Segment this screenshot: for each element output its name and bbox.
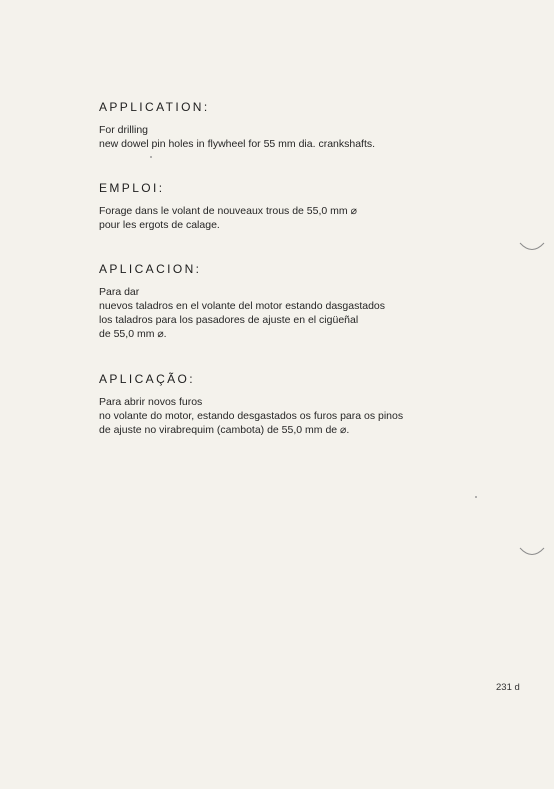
section-aplicacao-pt [99,372,519,437]
body-line: de ajuste no virabrequim (cambota) de 55,0 mm de ⌀. [99,424,350,436]
punch-hole-mark-icon [518,545,546,559]
body-line: nuevos taladros en el volante del motor estando dasgastados [99,300,386,312]
speck-mark [150,156,152,158]
section-heading: APLICAÇÃO: [99,372,196,386]
page-number: 231 d [496,682,520,693]
section-emploi-fr [99,181,519,232]
section-heading: APLICACION: [99,262,202,276]
body-line: For drilling [99,124,149,136]
body-line: Para abrir novos furos [99,396,203,408]
section-heading: EMPLOI: [99,181,165,195]
body-line: new dowel pin holes in flywheel for 55 mm dia. crankshafts. [99,138,376,150]
body-line: los taladros para los pasadores de ajuste en el cigüeñal [99,314,359,326]
body-line: pour les ergots de calage. [99,219,220,231]
section-application-en [99,100,519,151]
body-line: Forage dans le volant de nouveaux trous de 55,0 mm ⌀ [99,205,357,217]
speck-mark [475,496,477,498]
body-line: no volante do motor, estando desgastados os furos para os pinos [99,410,404,422]
body-line: Para dar [99,286,140,298]
section-aplicacion-es [99,262,519,341]
punch-hole-mark-icon [518,240,546,254]
section-heading: APPLICATION: [99,100,210,114]
body-line: de 55,0 mm ⌀. [99,328,167,340]
